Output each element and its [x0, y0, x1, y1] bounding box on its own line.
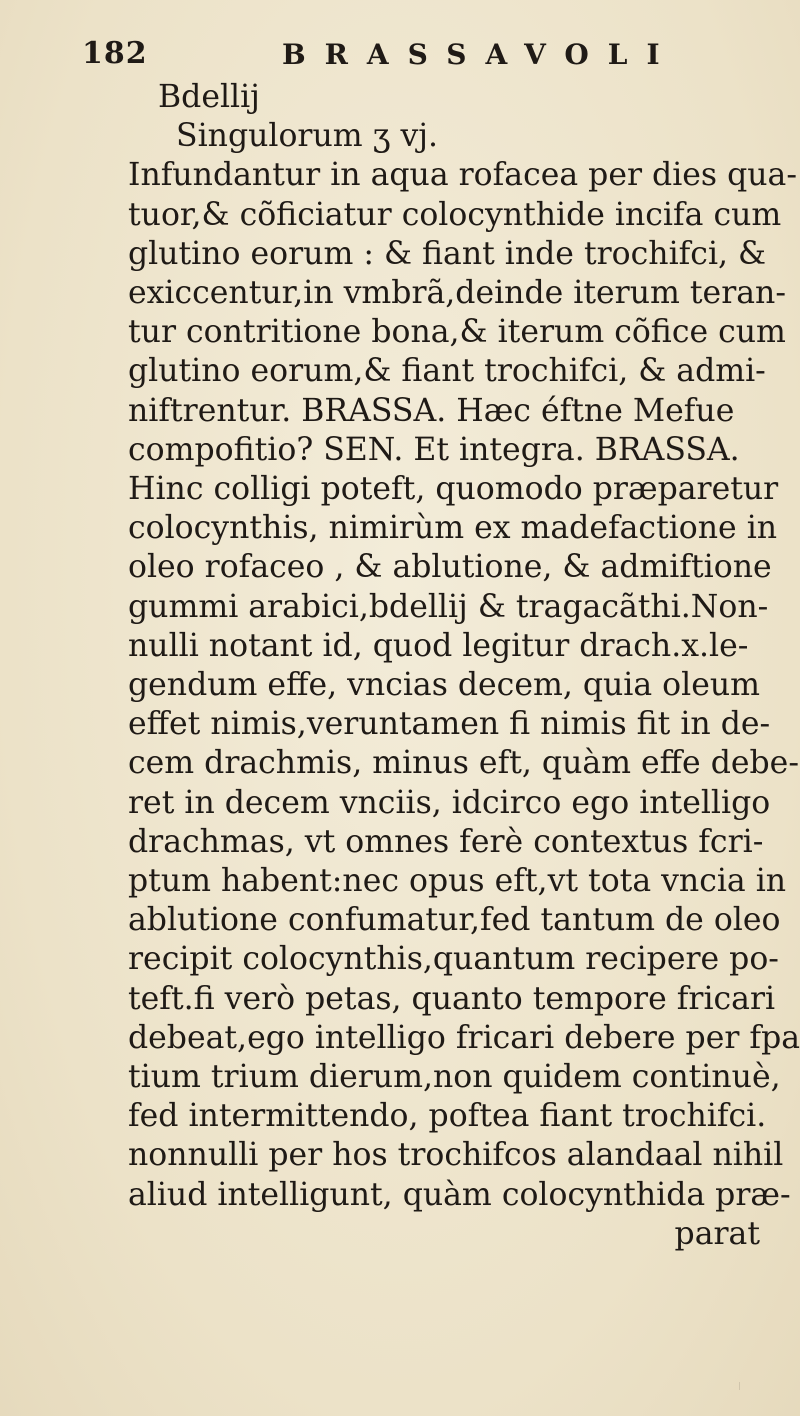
text-line: teft.fi verò petas, quanto tempore fricari	[128, 980, 776, 1017]
text-line: ret in decem vnciis, idcirco ego intelligo	[128, 784, 771, 821]
text-line: drachmas, vt omnes ferè contextus fcri-	[128, 823, 764, 860]
text-line: fed intermittendo, poftea fiant trochifci.	[128, 1098, 767, 1135]
text-line: effet nimis,veruntamen fi nimis fit in de-	[128, 706, 771, 743]
text-line: aliud intelligunt, quàm colocynthida præ-	[128, 1176, 791, 1213]
text-line: ptum habent:nec opus eft,vt tota vncia in	[128, 863, 787, 900]
text-line: Singulorum ʒ vj.	[176, 118, 439, 155]
text-line: tuor,& cõficiatur colocynthide incifa cum	[128, 196, 782, 233]
text-line: glutino eorum,& fiant trochifci, & admi-	[128, 353, 766, 390]
text-line: Hinc colligi poteft, quomodo præparetur	[128, 471, 779, 508]
text-line: Bdellij	[158, 79, 260, 115]
text-line: exiccentur,in vmbrã,deinde iterum teran-	[128, 275, 786, 312]
text-line: tur contritione bona,& iterum cõfice cum	[128, 314, 786, 351]
running-head: BRASSAVOLI	[282, 38, 679, 71]
text-line: nulli notant id, quod legitur drach.x.le-	[128, 627, 749, 664]
text-line: gendum effe, vncias decem, quia oleum	[128, 667, 761, 704]
text-line: Infundantur in aqua rofacea per dies qua-	[128, 157, 797, 194]
text-line: cem drachmis, minus eft, quàm effe debe-	[128, 745, 799, 782]
text-line: compofitio? SEN. Et integra. BRASSA.	[128, 431, 740, 468]
text-line: tium trium dierum,non quidem continuè,	[128, 1059, 781, 1096]
text-line: niftrentur. BRASSA. Hæc éftne Mefue	[128, 392, 735, 429]
page-header	[82, 36, 679, 76]
page-mark	[733, 1382, 740, 1390]
catchword: parat	[674, 1215, 760, 1252]
text-line: glutino eorum : & fiant inde trochifci, &	[128, 235, 767, 272]
page-number: 182	[82, 36, 148, 71]
text-line: recipit colocynthis,quantum recipere po-	[128, 941, 779, 978]
text-line: oleo rofaceo , & ablutione, & admiftione	[128, 549, 772, 586]
text-line: ablutione confumatur,fed tantum de oleo	[128, 902, 781, 939]
text-line: colocynthis, nimirùm ex madefactione in	[128, 510, 778, 547]
text-line: debeat,ego intelligo fricari debere per fpa	[128, 1019, 800, 1056]
text-line: gummi arabici,bdellij & tragacãthi.Non-	[128, 588, 769, 625]
body-text	[128, 78, 800, 1254]
text-line: nonnulli per hos trochifcos alandaal nihil	[128, 1137, 784, 1174]
